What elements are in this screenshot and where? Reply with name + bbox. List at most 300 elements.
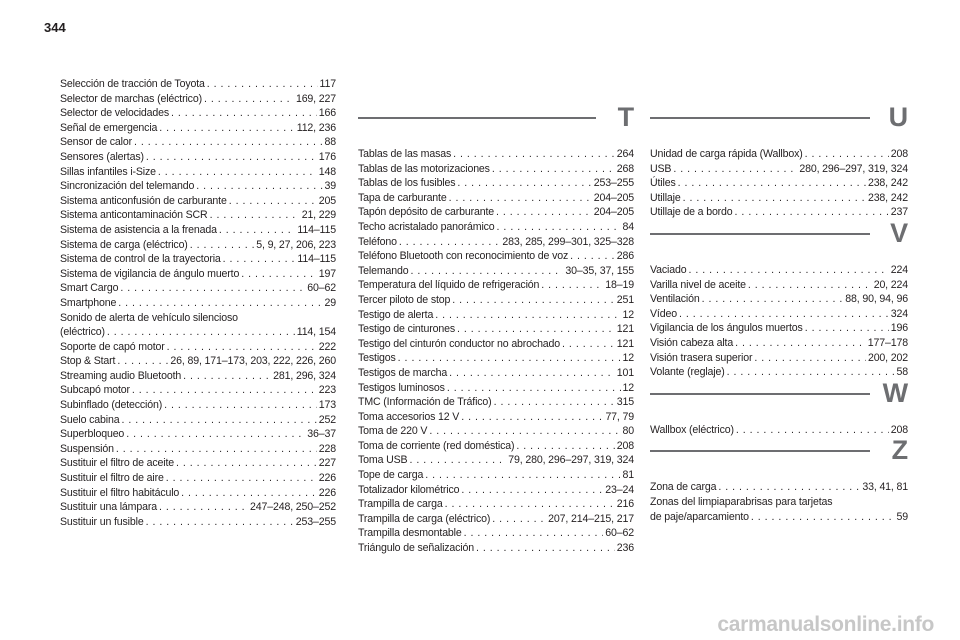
entry-term: Señal de emergencia bbox=[60, 121, 158, 134]
entry-term: Temperatura del líquido de refrigeración bbox=[358, 279, 540, 292]
index-entry bbox=[60, 92, 336, 107]
index-entry bbox=[358, 468, 634, 483]
index-entry bbox=[650, 147, 908, 162]
section-header bbox=[650, 217, 908, 250]
index-entry bbox=[358, 381, 634, 396]
dot-leader bbox=[683, 191, 866, 206]
index-entry bbox=[358, 278, 634, 293]
entry-term: Varilla nivel de aceite bbox=[650, 278, 746, 291]
entry-pages: 33, 41, 81 bbox=[862, 481, 908, 494]
index-entry bbox=[650, 292, 908, 307]
entry-term: Volante (reglaje) bbox=[650, 366, 725, 379]
dot-leader bbox=[435, 308, 620, 323]
dot-leader bbox=[497, 220, 621, 235]
entry-pages: 196 bbox=[890, 322, 908, 335]
entry-term: Visión cabeza alta bbox=[650, 336, 734, 349]
index-entry bbox=[650, 162, 908, 177]
index-entry bbox=[358, 249, 634, 264]
entry-pages: 101 bbox=[616, 366, 634, 379]
entry-term: Selector de velocidades bbox=[60, 107, 170, 120]
entry-pages: 12 bbox=[622, 308, 634, 321]
section-header bbox=[650, 104, 908, 134]
entry-term: Trampilla desmontable bbox=[358, 527, 462, 540]
entry-term: Sensor de calor bbox=[60, 136, 132, 149]
index-entry bbox=[358, 293, 634, 308]
index-entry bbox=[60, 208, 336, 223]
index-entry bbox=[358, 541, 634, 556]
entry-term: Toma USB bbox=[358, 454, 408, 467]
entry-pages: 238, 242 bbox=[867, 177, 908, 190]
index-entry bbox=[60, 106, 336, 121]
entry-pages: 247–248, 250–252 bbox=[250, 501, 336, 514]
entry-pages: 177–178 bbox=[867, 336, 908, 349]
entry-term: Sustituir el filtro de aceite bbox=[60, 457, 175, 470]
index-entry bbox=[650, 176, 908, 191]
entry-pages: 205 bbox=[318, 194, 336, 207]
entry-pages: 12 bbox=[622, 381, 634, 394]
entry-pages: 12 bbox=[622, 352, 634, 365]
dot-leader bbox=[181, 486, 317, 501]
index-entry bbox=[358, 205, 634, 220]
entry-pages: 264 bbox=[616, 148, 634, 160]
dot-leader bbox=[570, 249, 615, 264]
entry-term: Sistema anticonfusión de carburante bbox=[60, 194, 227, 207]
index-entry bbox=[60, 471, 336, 486]
index-entry bbox=[60, 398, 336, 413]
entry-term: Subcapó motor bbox=[60, 384, 130, 397]
dot-leader bbox=[751, 510, 895, 525]
dot-leader bbox=[449, 191, 592, 206]
section-entries-t bbox=[358, 147, 634, 556]
entry-pages: 238, 242 bbox=[867, 191, 908, 204]
index-entry bbox=[60, 77, 336, 92]
entry-pages: 200, 202 bbox=[867, 351, 908, 364]
dot-leader bbox=[158, 165, 317, 180]
entry-pages: 112, 236 bbox=[296, 121, 336, 134]
index-entry bbox=[358, 235, 634, 250]
dot-leader bbox=[445, 497, 615, 512]
dot-leader bbox=[159, 121, 294, 136]
entry-pages: 226 bbox=[318, 486, 336, 499]
entry-pages: 208 bbox=[616, 439, 634, 452]
entry-pages: 88 bbox=[324, 136, 336, 149]
dot-leader bbox=[429, 424, 620, 439]
entry-pages: 324 bbox=[890, 307, 908, 320]
entry-term: Testigos luminosos bbox=[358, 381, 445, 394]
dot-leader bbox=[159, 500, 248, 515]
dot-leader bbox=[210, 208, 300, 223]
index-entry bbox=[60, 179, 336, 194]
entry-pages: 18–19 bbox=[605, 279, 634, 292]
index-entry bbox=[60, 311, 336, 326]
index-entry bbox=[358, 512, 634, 527]
entry-pages: 216 bbox=[616, 498, 634, 511]
index-entry bbox=[60, 325, 336, 340]
entry-term: Soporte de capó motor bbox=[60, 340, 165, 353]
entry-term: Wallbox (eléctrico) bbox=[650, 423, 734, 436]
dot-leader bbox=[735, 205, 889, 220]
dot-leader bbox=[735, 336, 866, 351]
dot-leader bbox=[398, 351, 621, 366]
entry-pages: 204–205 bbox=[593, 191, 634, 204]
dot-leader bbox=[204, 92, 294, 107]
dot-leader bbox=[241, 267, 317, 282]
section-header-t bbox=[358, 104, 634, 134]
section-letter: W bbox=[882, 377, 908, 408]
index-entry bbox=[60, 252, 336, 267]
dot-leader bbox=[229, 194, 317, 209]
entry-pages: 117 bbox=[319, 78, 336, 90]
entry-pages: 252 bbox=[318, 413, 336, 426]
dot-leader bbox=[688, 263, 888, 278]
entry-term: Sustituir el filtro de aire bbox=[60, 472, 164, 485]
dot-leader bbox=[176, 456, 317, 471]
entry-pages: 197 bbox=[318, 267, 336, 280]
entry-pages: 224 bbox=[890, 263, 908, 276]
dot-leader bbox=[196, 179, 322, 194]
dot-leader bbox=[121, 413, 316, 428]
entry-pages: 29 bbox=[324, 296, 336, 309]
entry-term: Tablas de las motorizaciones bbox=[358, 162, 490, 175]
entry-term: Sistema de control de la trayectoria bbox=[60, 253, 221, 266]
entry-pages: 114–115 bbox=[297, 253, 336, 266]
entry-term: Subinflado (detección) bbox=[60, 399, 163, 412]
dot-leader bbox=[126, 427, 305, 442]
entry-term: Sustituir el filtro habitáculo bbox=[60, 486, 180, 499]
index-entry bbox=[358, 483, 634, 498]
entry-term: Sonido de alerta de vehículo silencioso bbox=[60, 311, 238, 324]
entry-term: USB bbox=[650, 162, 672, 175]
entry-pages: 58 bbox=[896, 366, 908, 379]
entry-term: de paje/aparcamiento bbox=[650, 510, 749, 523]
dot-leader bbox=[718, 480, 860, 495]
entry-pages: 5, 9, 27, 206, 223 bbox=[256, 238, 336, 251]
dot-leader bbox=[457, 322, 615, 337]
index-entry bbox=[60, 354, 336, 369]
entry-pages: 20, 224 bbox=[873, 278, 908, 291]
entry-term: Tapón depósito de carburante bbox=[358, 206, 494, 219]
entry-term: Selector de marchas (eléctrico) bbox=[60, 92, 202, 105]
index-entry bbox=[60, 121, 336, 136]
index-entry bbox=[358, 366, 634, 381]
dot-leader bbox=[516, 439, 614, 454]
dot-leader bbox=[727, 365, 895, 380]
index-entry bbox=[60, 500, 336, 515]
entry-pages: 176 bbox=[318, 150, 336, 163]
entry-term: Testigo de cinturones bbox=[358, 323, 455, 336]
section-divider bbox=[650, 117, 870, 119]
index-entry bbox=[358, 526, 634, 541]
entry-term: Totalizador kilométrico bbox=[358, 483, 460, 496]
entry-pages: 77, 79 bbox=[605, 410, 634, 423]
entry-term: Sillas infantiles i-Size bbox=[60, 165, 156, 178]
entry-pages: 207, 214–215, 217 bbox=[548, 512, 634, 525]
dot-leader bbox=[164, 398, 317, 413]
entry-term: Sistema de carga (eléctrico) bbox=[60, 238, 188, 251]
entry-term: Toma de 220 V bbox=[358, 425, 428, 438]
index-entry bbox=[60, 267, 336, 282]
entry-term: Ventilación bbox=[650, 293, 700, 306]
entry-term: Sustituir un fusible bbox=[60, 515, 144, 528]
dot-leader bbox=[167, 340, 317, 355]
entry-term: Superbloqueo bbox=[60, 428, 125, 441]
entry-pages: 36–37 bbox=[307, 428, 336, 441]
dot-leader bbox=[116, 442, 317, 457]
section-divider bbox=[650, 450, 870, 452]
dot-leader bbox=[678, 176, 866, 191]
entry-term: Testigos bbox=[358, 352, 396, 365]
index-entry bbox=[358, 497, 634, 512]
index-entry bbox=[650, 307, 908, 322]
entry-term: TMC (Información de Tráfico) bbox=[358, 396, 492, 409]
dot-leader bbox=[183, 369, 271, 384]
index-entry bbox=[650, 480, 908, 495]
index-section bbox=[650, 377, 908, 438]
entry-term: Teléfono bbox=[358, 235, 397, 248]
dot-leader bbox=[736, 423, 889, 438]
index-entry bbox=[60, 515, 336, 530]
dot-leader bbox=[673, 162, 797, 177]
index-column-uvwz bbox=[650, 104, 908, 524]
entry-pages: 114, 154 bbox=[296, 326, 336, 339]
entry-term: Trampilla de carga (eléctrico) bbox=[358, 512, 491, 525]
entry-pages: 84 bbox=[622, 220, 634, 233]
entry-pages: 222 bbox=[318, 340, 336, 353]
entry-term: Útiles bbox=[650, 177, 676, 190]
index-entry bbox=[358, 395, 634, 410]
dot-leader bbox=[461, 483, 603, 498]
index-entry bbox=[358, 439, 634, 454]
entry-pages: 21, 229 bbox=[301, 209, 336, 222]
entry-term: Techo acristalado panorámico bbox=[358, 220, 495, 233]
entry-term: Toma accesorios 12 V bbox=[358, 410, 460, 423]
section-letter: V bbox=[890, 217, 908, 248]
index-entry bbox=[60, 194, 336, 209]
index-entry bbox=[60, 238, 336, 253]
dot-leader bbox=[496, 205, 592, 220]
dot-leader bbox=[132, 383, 317, 398]
index-column-s bbox=[60, 77, 336, 529]
dot-leader bbox=[118, 296, 322, 311]
entry-term: Vigilancia de los ángulos muertos bbox=[650, 322, 803, 335]
dot-leader bbox=[461, 410, 603, 425]
index-column-t bbox=[358, 104, 634, 556]
entry-term: Tablas de los fusibles bbox=[358, 177, 456, 190]
index-entry bbox=[60, 150, 336, 165]
index-entry bbox=[650, 205, 908, 220]
index-entry bbox=[650, 423, 908, 438]
index-entry bbox=[650, 263, 908, 278]
index-entry bbox=[60, 165, 336, 180]
index-entry bbox=[650, 321, 908, 336]
dot-leader bbox=[134, 135, 323, 150]
entry-term: Utillaje de a bordo bbox=[650, 206, 733, 219]
entry-pages: 204–205 bbox=[593, 206, 634, 219]
dot-leader bbox=[464, 526, 604, 541]
section-letter: Z bbox=[891, 435, 908, 466]
index-entry bbox=[650, 351, 908, 366]
dot-leader bbox=[453, 147, 615, 162]
entry-pages: 236 bbox=[616, 542, 634, 555]
index-entry bbox=[60, 383, 336, 398]
index-section bbox=[650, 104, 908, 220]
index-entry bbox=[650, 510, 908, 525]
entry-term: Testigo del cinturón conductor no abrochado bbox=[358, 337, 561, 350]
entry-pages: 121 bbox=[616, 337, 634, 350]
entry-pages: 315 bbox=[616, 396, 634, 409]
section-divider bbox=[650, 233, 870, 235]
dot-leader bbox=[702, 292, 844, 307]
dot-leader bbox=[748, 278, 872, 293]
entry-pages: 223 bbox=[318, 384, 336, 397]
entry-pages: 59 bbox=[896, 510, 908, 523]
entry-pages: 228 bbox=[318, 442, 336, 455]
entry-term: (eléctrico) bbox=[60, 326, 105, 339]
entry-term: Testigo de alerta bbox=[358, 308, 434, 321]
entry-term: Smart Cargo bbox=[60, 282, 119, 295]
entry-pages: 251 bbox=[616, 293, 634, 306]
entry-pages: 148 bbox=[318, 165, 336, 178]
entry-term: Toma de corriente (red doméstica) bbox=[358, 439, 515, 452]
index-entry bbox=[650, 278, 908, 293]
index-entry bbox=[60, 340, 336, 355]
entry-pages: 26, 89, 171–173, 203, 222, 226, 260 bbox=[170, 355, 336, 368]
index-entry bbox=[358, 424, 634, 439]
index-entry bbox=[358, 337, 634, 352]
entry-pages: 226 bbox=[318, 472, 336, 485]
index-entry bbox=[358, 147, 634, 162]
index-entry bbox=[60, 442, 336, 457]
dot-leader bbox=[492, 512, 546, 527]
section-letter: T bbox=[617, 102, 634, 132]
entry-term: Unidad de carga rápida (Wallbox) bbox=[650, 148, 803, 160]
dot-leader bbox=[207, 77, 318, 92]
entry-pages: 208 bbox=[890, 148, 908, 160]
entry-term: Zona de carga bbox=[650, 481, 717, 494]
entry-term: Triángulo de señalización bbox=[358, 542, 474, 555]
watermark: carmanualsonline.info bbox=[717, 613, 934, 636]
entry-term: Sustituir una lámpara bbox=[60, 501, 157, 514]
dot-leader bbox=[146, 150, 317, 165]
entry-pages: 30–35, 37, 155 bbox=[565, 264, 634, 277]
entry-pages: 39 bbox=[324, 180, 336, 193]
index-entry bbox=[358, 322, 634, 337]
entry-term: Tercer piloto de stop bbox=[358, 293, 451, 306]
dot-leader bbox=[223, 252, 296, 267]
section-header bbox=[650, 437, 908, 467]
entry-pages: 60–62 bbox=[307, 282, 336, 295]
index-entry bbox=[60, 486, 336, 501]
entry-term: Smartphone bbox=[60, 296, 117, 309]
index-entry bbox=[60, 413, 336, 428]
dot-leader bbox=[146, 515, 294, 530]
dot-leader bbox=[457, 176, 591, 191]
entry-term: Visión trasera superior bbox=[650, 351, 753, 364]
entry-term: Sensores (alertas) bbox=[60, 150, 144, 163]
index-entry bbox=[358, 351, 634, 366]
entry-term: Tapa de carburante bbox=[358, 191, 447, 204]
index-entry bbox=[358, 308, 634, 323]
entry-term: Sincronización del telemando bbox=[60, 180, 195, 193]
dot-leader bbox=[452, 293, 615, 308]
dot-leader bbox=[805, 321, 889, 336]
index-entry bbox=[60, 223, 336, 238]
entry-pages: 60–62 bbox=[605, 527, 634, 540]
entry-term: Selección de tracción de Toyota bbox=[60, 78, 205, 90]
section-divider bbox=[650, 393, 870, 395]
dot-leader bbox=[190, 238, 255, 253]
entry-term: Trampilla de carga bbox=[358, 498, 443, 511]
entry-pages: 286 bbox=[616, 250, 634, 263]
index-entry bbox=[60, 456, 336, 471]
dot-leader bbox=[171, 106, 317, 121]
dot-leader bbox=[410, 264, 563, 279]
section-divider bbox=[358, 117, 596, 119]
entry-term: Telemando bbox=[358, 264, 409, 277]
index-entry bbox=[60, 281, 336, 296]
dot-leader bbox=[562, 337, 615, 352]
dot-leader bbox=[425, 468, 620, 483]
index-entry bbox=[650, 336, 908, 351]
dot-leader bbox=[409, 453, 506, 468]
index-entry bbox=[60, 296, 336, 311]
entry-pages: 227 bbox=[318, 457, 336, 470]
entry-term: Suspensión bbox=[60, 442, 114, 455]
index-entry bbox=[358, 220, 634, 235]
entry-pages: 80 bbox=[622, 425, 634, 438]
entry-pages: 283, 285, 299–301, 325–328 bbox=[502, 235, 634, 248]
entry-term: Testigos de marcha bbox=[358, 366, 448, 379]
entry-pages: 208 bbox=[890, 423, 908, 436]
entry-term: Vídeo bbox=[650, 307, 677, 320]
entry-pages: 169, 227 bbox=[295, 92, 336, 105]
dot-leader bbox=[107, 325, 295, 340]
entry-pages: 121 bbox=[616, 323, 634, 336]
entry-pages: 79, 280, 296–297, 319, 324 bbox=[508, 454, 634, 467]
dot-leader bbox=[541, 278, 603, 293]
dot-leader bbox=[754, 351, 866, 366]
entry-term: Streaming audio Bluetooth bbox=[60, 369, 182, 382]
section-letter: U bbox=[888, 102, 908, 132]
entry-pages: 253–255 bbox=[593, 177, 634, 190]
index-section bbox=[650, 217, 908, 380]
index-entry bbox=[60, 427, 336, 442]
index-entry bbox=[358, 453, 634, 468]
page-number: 344 bbox=[44, 20, 66, 35]
index-entry bbox=[358, 410, 634, 425]
index-entry bbox=[650, 495, 908, 510]
entry-term: Tablas de las masas bbox=[358, 148, 452, 160]
entry-pages: 114–115 bbox=[297, 223, 336, 236]
entry-pages: 280, 296–297, 319, 324 bbox=[799, 162, 908, 175]
entry-term: Vaciado bbox=[650, 263, 687, 276]
entry-pages: 253–255 bbox=[295, 515, 336, 528]
entry-pages: 237 bbox=[890, 206, 908, 219]
entry-term: Tope de carga bbox=[358, 469, 424, 482]
index-section bbox=[650, 437, 908, 524]
index-entry bbox=[60, 135, 336, 150]
section-header bbox=[650, 377, 908, 410]
entry-term: Sistema de asistencia a la frenada bbox=[60, 223, 217, 236]
entry-term: Sistema anticontaminación SCR bbox=[60, 209, 208, 222]
index-entry bbox=[358, 162, 634, 177]
dot-leader bbox=[679, 307, 889, 322]
entry-pages: 81 bbox=[622, 469, 634, 482]
dot-leader bbox=[120, 281, 305, 296]
entry-term: Zonas del limpiaparabrisas para tarjetas bbox=[650, 495, 833, 508]
dot-leader bbox=[449, 366, 615, 381]
index-entry bbox=[650, 365, 908, 380]
